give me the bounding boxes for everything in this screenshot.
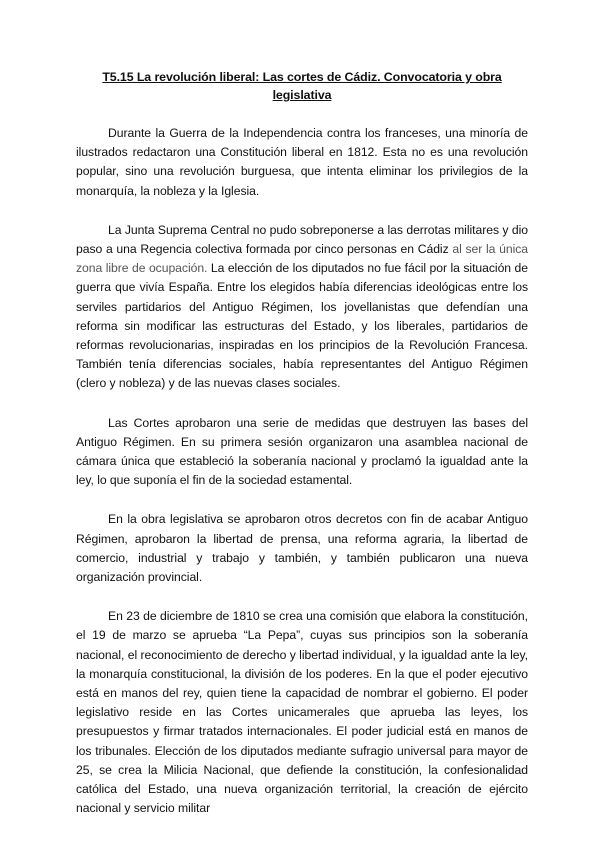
paragraph-2-text-before: La Junta Suprema Central no pudo sobreponerse a las derrotas militares y dio paso a una Regencia colectiva formada por cinco personas en Cádiz <box>76 222 528 257</box>
paragraph-5: En 23 de diciembre de 1810 se crea una comisión que elabora la constitución, el 19 de marzo se aprueba “La Pepa”, cuyas sus principios son la soberanía nacional, el reconocimiento de derecho y libertad individual, y la igualdad ante la ley, la monarquía constitucional, la división de los poderes. En la que el poder ejecutivo está en manos del rey, quien tiene la capacidad de nombrar el gobierno. El poder legislativo reside en las Cortes unicamerales que aprueba las leyes, los presupuestos y firmar tratados internacionales. El poder judicial está en manos de los tribunales. Elección de los diputados mediante sufragio universal para mayor de 25, se crea la Milicia Nacional, que defiende la constitución, la confesionalidad católica del Estado, una nueva organización territorial, la creación de ejército nacional y servicio militar <box>76 609 528 816</box>
document-page <box>76 68 528 839</box>
paragraph-2-muted-text: al ser la única zona libre de ocupación. <box>76 242 529 276</box>
paragraph-3: Las Cortes aprobaron una serie de medidas que destruyen las bases del Antiguo Régimen. En su primera sesión organizaron una asamblea nacional de cámara única que estableció la soberanía nacional y proclamó la igualdad ante la ley, lo que suponía el fin de la sociedad estamental. <box>76 415 528 488</box>
paragraph-4: En la obra legislativa se aprobaron otros decretos con fin de acabar Antiguo Régimen, aprobaron la libertad de prensa, una reforma agraria, la libertad de comercio, industrial y trabajo y también, y también publicaron una nueva organización provincial. <box>76 512 528 585</box>
paragraph-2 <box>76 221 528 394</box>
paragraph-2-text-after: La elección de los diputados no fue fácil por la situación de guerra que vivía España. Entre los elegidos había diferencias ideológicas entre los serviles partidarios del Antiguo Régimen, los jovellanistas que defendían una reforma sin modificar las estructuras del Estado, y los liberales, partidarios de reformas revolucionarias, inspiradas en los principios de la Revolución Francesa. También tenía diferencias sociales, había representantes del Antiguo Régimen (clero y nobleza) y de las nuevas clases sociales. <box>76 261 528 391</box>
document-title: T5.15 La revolución liberal: Las cortes de Cádiz. Convocatoria y obra legislativa <box>102 70 502 102</box>
paragraph-1: Durante la Guerra de la Independencia contra los franceses, una minoría de ilustrados redactaron una Constitución liberal en 1812. Esta no es una revolución popular, sino una revolución burguesa, que intenta eliminar los privilegios de la monarquía, la nobleza y la Iglesia. <box>76 126 528 198</box>
